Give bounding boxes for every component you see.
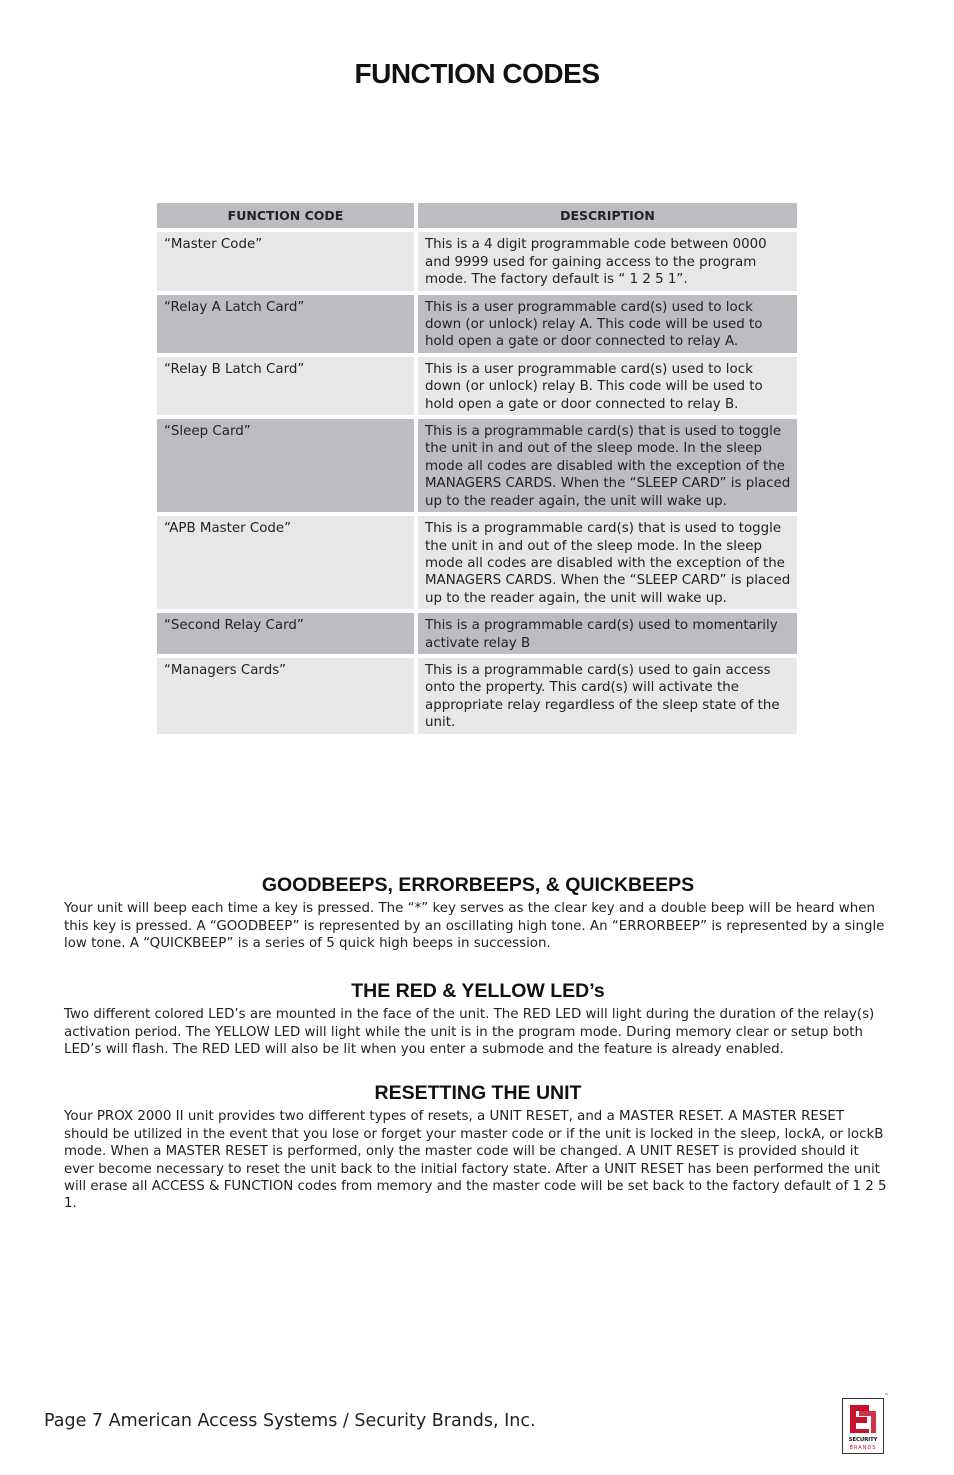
table-row [157,658,797,734]
table-row [157,357,797,415]
description-cell: This is a programmable card(s) used to gain access onto the property. This card(s) will activate the appropriate relay regardless of the sleep state of the unit. [418,658,797,734]
description-cell: This is a user programmable card(s) used to lock down (or unlock) relay B. This code will be used to hold open a gate or door connected to relay B. [418,357,797,415]
description-cell: This is a 4 digit programmable code between 0000 and 9999 used for gaining access to the program mode. The factory default is “ 1 2 5 1”. [418,232,797,290]
logo-line-security: SECURITY [848,1437,878,1443]
section-heading: THE RED & YELLOW LED’s [351,980,605,1002]
beeps-section [64,874,892,953]
section-heading: RESETTING THE UNIT [374,1082,582,1104]
column-header-description: DESCRIPTION [418,203,797,228]
function-code-cell: “Managers Cards” [157,658,414,734]
sb-monogram-icon [847,1402,879,1436]
function-code-cell: “Relay B Latch Card” [157,357,414,415]
reset-section [64,1082,892,1213]
description-cell: This is a programmable card(s) that is used to toggle the unit in and out of the sleep mode. In the sleep mode all codes are disabled with the exception of the MANAGERS CARDS. When the “SLEEP CARD” is placed up to the reader again, the unit will wake up. [418,419,797,512]
page-title: FUNCTION CODES [354,58,600,89]
section-body: Your unit will beep each time a key is pressed. The “*” key serves as the clear key and a double beep will be heard when this key is pressed. A “GOODBEEP” is represented by an oscillating high tone. An “ERRORBEEP” is represented by a single low tone. A “QUICKBEEP” is a series of 5 quick high beeps in succession. [64,901,885,952]
description-cell: This is a user programmable card(s) used to lock down (or unlock) relay A. This code will be used to hold open a gate or door connected to relay A. [418,295,797,353]
section-body: Two different colored LED’s are mounted in the face of the unit. The RED LED will light during the duration of the relay(s) activation period. The YELLOW LED will light while the unit is in the program mode. During memory clear or setup both LED’s will flash. The RED LED will also be lit when you enter a submode and the feature is already enabled. [64,1007,875,1058]
logo-line-brands: BRANDS [849,1445,877,1451]
description-cell: This is a programmable card(s) used to momentarily activate relay B [418,613,797,654]
function-code-cell: “Sleep Card” [157,419,414,512]
table-row [157,419,797,512]
table-row [157,516,797,609]
table-row [157,295,797,353]
table-header-row [157,203,797,228]
trademark-mark: ™ [884,1393,889,1399]
table-row [157,613,797,654]
function-codes-table [153,199,801,738]
section-heading: GOODBEEPS, ERRORBEEPS, & QUICKBEEPS [261,874,695,896]
function-code-cell: “Master Code” [157,232,414,290]
description-cell: This is a programmable card(s) that is used to toggle the unit in and out of the sleep mode. In the sleep mode all codes are disabled with the exception of the MANAGERS CARDS. When the “SLEEP CARD” is placed up to the reader again, the unit will wake up. [418,516,797,609]
security-brands-logo [842,1393,889,1454]
function-code-cell: “Second Relay Card” [157,613,414,654]
column-header-function-code: FUNCTION CODE [157,203,414,228]
section-body: Your PROX 2000 II unit provides two different types of resets, a UNIT RESET, and a MASTER RESET. A MASTER RESET should be utilized in the event that you lose or forget your master code or if the unit is locked in the sleep, lockA, or lockB mode. When a MASTER RESET is performed, only the master code will be changed. A UNIT RESET is provided should it ever become necessary to reset the unit back to the initial factory state. After a UNIT RESET has been performed the unit will erase all ACCESS & FUNCTION codes from memory and the master code will be set back to the factory default of 1 2 5 1. [64,1109,887,1212]
table-row [157,232,797,290]
page-footer: Page 7 American Access Systems / Security Brands, Inc. [44,1411,536,1431]
function-code-cell: “APB Master Code” [157,516,414,609]
leds-section [64,980,892,1059]
function-code-cell: “Relay A Latch Card” [157,295,414,353]
